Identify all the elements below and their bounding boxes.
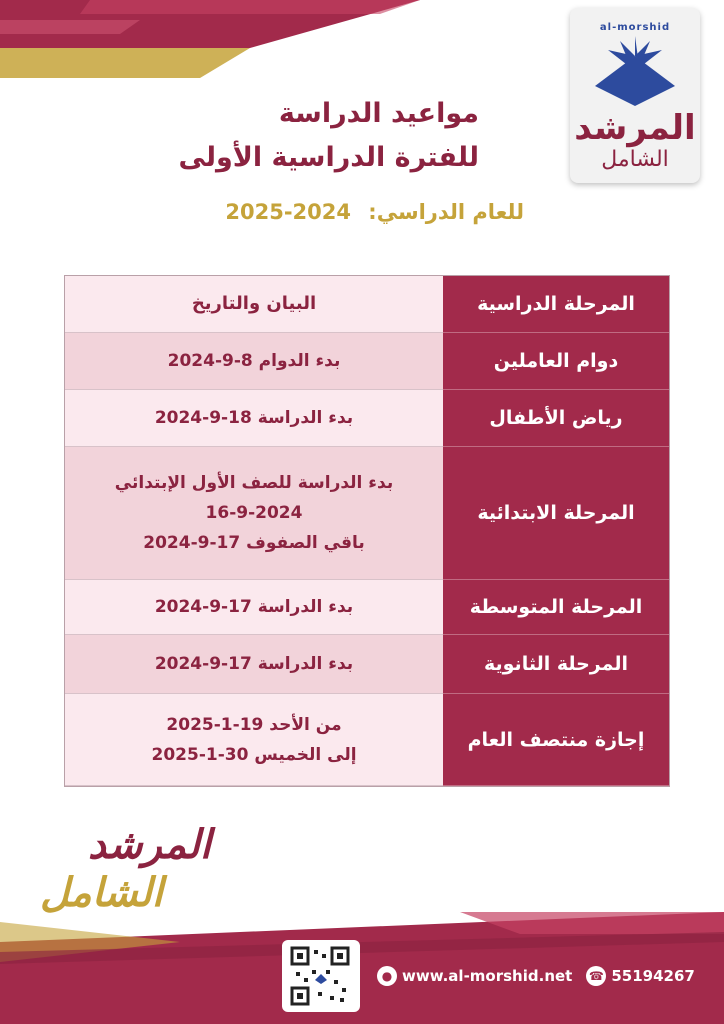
phone-icon: ☎ [586,966,606,986]
logo-arabic-title: المرشد [574,108,696,148]
brand-name-line1: المرشد [88,822,212,868]
detail-line: باقي الصفوف 17-9-2024 [143,533,365,553]
row-stage: المرحلة الثانوية [443,635,669,694]
qr-code-icon [282,940,360,1012]
row-details [65,635,443,694]
academic-year-label: للعام الدراسي: [368,200,524,224]
detail-line: بدء الدراسة 18-9-2024 [154,408,354,428]
detail-line: بدء الدراسة 17-9-2024 [154,654,354,674]
book-icon [590,36,680,108]
detail-line: 16-9-2024 [205,503,303,523]
table-row [65,635,669,694]
brand-name-line2: الشامل [40,870,163,916]
table-header-row [65,276,669,333]
contact-info [372,962,695,990]
globe-icon: ● [377,966,397,986]
table-row [65,580,669,635]
row-details [65,447,443,580]
table-header-details: البيان والتاريخ [65,276,443,333]
row-details [65,333,443,390]
table-row [65,333,669,390]
logo-arabic-subtitle: الشامل [601,147,669,172]
academic-year [225,200,524,224]
table-row [65,447,669,580]
detail-line: من الأحد 19-1-2025 [166,714,342,735]
qr-code [282,940,360,1012]
page-subtitle: للفترة الدراسية الأولى [178,142,479,173]
row-stage: إجازة منتصف العام [443,694,669,786]
schedule-table [64,275,670,787]
row-stage: رياض الأطفال [443,390,669,447]
row-details [65,580,443,635]
logo-english-text: al-morshid [599,22,671,33]
academic-year-value: 2024-2025 [225,200,351,224]
table-row [65,694,669,786]
detail-line: بدء الدوام 8-9-2024 [167,351,341,371]
detail-line: بدء الدراسة 17-9-2024 [154,597,354,617]
phone-number[interactable]: 55194267 [611,967,695,985]
website-link[interactable]: www.al-morshid.net [402,967,573,985]
logo [570,8,700,183]
detail-line: بدء الدراسة للصف الأول الإبتدائي [114,473,394,493]
row-details [65,694,443,786]
row-stage: المرحلة الابتدائية [443,447,669,580]
table-row [65,390,669,447]
page-title: مواعيد الدراسة [278,98,479,129]
detail-line: إلى الخميس 30-1-2025 [151,744,357,765]
row-stage: المرحلة المتوسطة [443,580,669,635]
row-stage: دوام العاملين [443,333,669,390]
row-details [65,390,443,447]
table-header-stage: المرحلة الدراسية [443,276,669,333]
